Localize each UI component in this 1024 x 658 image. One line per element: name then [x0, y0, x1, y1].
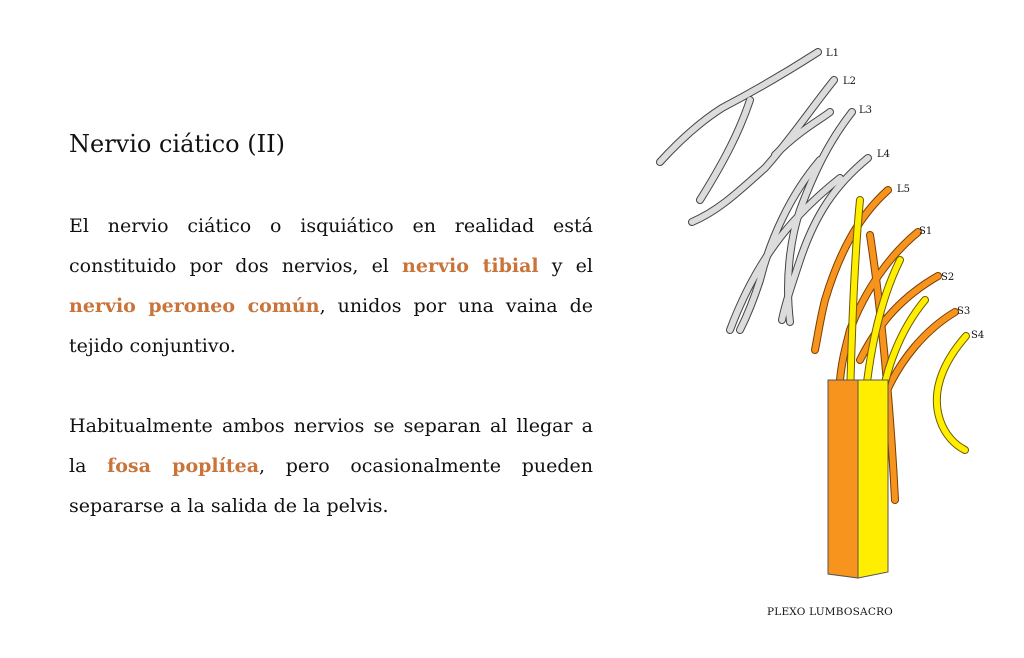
highlight-common-peroneal-nerve: nervio peroneo común — [69, 295, 320, 317]
label-l4: L4 — [877, 149, 891, 160]
paragraph-text: , unidos por una vaina de tejido conjuntivo. — [69, 295, 593, 357]
lumbosacral-plexus-illustration — [650, 40, 990, 585]
figure-caption: PLEXO LUMBOSACRO — [767, 606, 893, 618]
paragraph-sciatic-composition — [69, 206, 593, 366]
label-l5: L5 — [897, 184, 911, 195]
label-s3: S3 — [957, 306, 971, 317]
label-s4: S4 — [971, 330, 985, 341]
label-s1: S1 — [919, 226, 933, 237]
paragraph-separation — [69, 406, 593, 526]
slide-title: Nervio ciático (II) — [69, 130, 285, 158]
label-s2: S2 — [941, 272, 955, 283]
label-l3: L3 — [859, 105, 873, 116]
tibial-trunk — [858, 380, 888, 578]
peroneal-trunk — [828, 380, 858, 578]
paragraph-text: Habitualmente ambos nervios se separan al llegar a la — [69, 415, 593, 477]
label-l1: L1 — [826, 48, 840, 59]
paragraph-text: El nervio ciático o isquiático en realidad está constituido por dos nervios, el — [69, 215, 593, 277]
paragraph-text: , pero ocasionalmente pueden separarse a la salida de la pelvis. — [69, 455, 593, 517]
highlight-popliteal-fossa: fosa poplítea — [107, 455, 260, 477]
label-l2: L2 — [843, 76, 857, 87]
highlight-tibial-nerve: nervio tibial — [402, 255, 539, 277]
paragraph-text: y el — [538, 255, 593, 277]
